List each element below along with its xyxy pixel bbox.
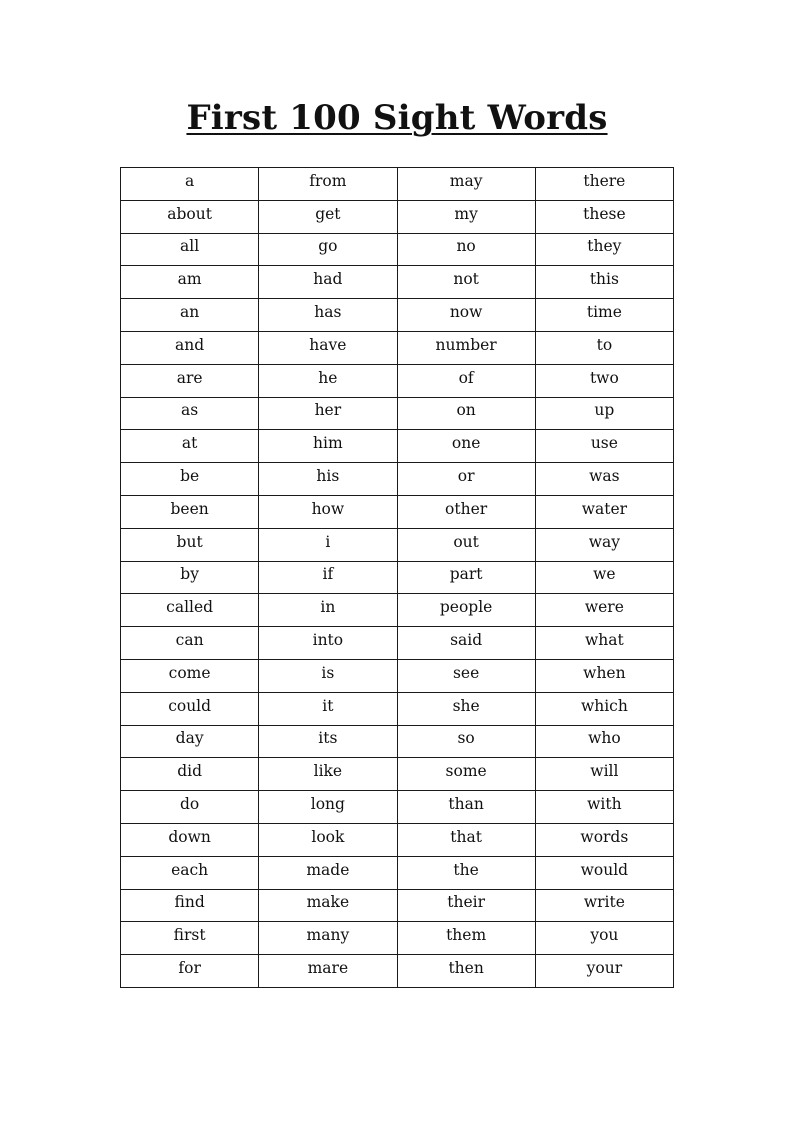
- word-cell: can: [121, 627, 259, 660]
- table-row: [121, 692, 674, 725]
- table-row: [121, 594, 674, 627]
- word-cell: time: [535, 299, 673, 332]
- word-cell: but: [121, 528, 259, 561]
- word-cell: as: [121, 397, 259, 430]
- word-cell: my: [397, 200, 535, 233]
- table-row: [121, 725, 674, 758]
- table-row: [121, 233, 674, 266]
- word-cell: in: [259, 594, 397, 627]
- word-cell: his: [259, 463, 397, 496]
- table-row: [121, 266, 674, 299]
- word-cell: go: [259, 233, 397, 266]
- word-cell: he: [259, 364, 397, 397]
- word-cell: made: [259, 856, 397, 889]
- word-cell: am: [121, 266, 259, 299]
- table-row: [121, 397, 674, 430]
- word-cell: other: [397, 495, 535, 528]
- word-cell: when: [535, 659, 673, 692]
- word-cell: come: [121, 659, 259, 692]
- word-cell: see: [397, 659, 535, 692]
- table-row: [121, 627, 674, 660]
- word-cell: down: [121, 823, 259, 856]
- word-cell: their: [397, 889, 535, 922]
- word-cell: like: [259, 758, 397, 791]
- word-cell: now: [397, 299, 535, 332]
- word-cell: have: [259, 331, 397, 364]
- word-cell: they: [535, 233, 673, 266]
- word-cell: some: [397, 758, 535, 791]
- table-row: [121, 955, 674, 988]
- word-cell: which: [535, 692, 673, 725]
- word-cell: we: [535, 561, 673, 594]
- word-cell: a: [121, 168, 259, 201]
- word-cell: long: [259, 791, 397, 824]
- table-row: [121, 922, 674, 955]
- word-cell: by: [121, 561, 259, 594]
- word-cell: called: [121, 594, 259, 627]
- word-cell: this: [535, 266, 673, 299]
- word-cell: at: [121, 430, 259, 463]
- word-cell: the: [397, 856, 535, 889]
- word-cell: i: [259, 528, 397, 561]
- sight-words-table-body: [121, 168, 674, 988]
- word-cell: it: [259, 692, 397, 725]
- word-cell: her: [259, 397, 397, 430]
- word-cell: not: [397, 266, 535, 299]
- word-cell: people: [397, 594, 535, 627]
- word-cell: no: [397, 233, 535, 266]
- word-cell: so: [397, 725, 535, 758]
- word-cell: your: [535, 955, 673, 988]
- word-cell: him: [259, 430, 397, 463]
- word-cell: been: [121, 495, 259, 528]
- word-cell: them: [397, 922, 535, 955]
- word-cell: water: [535, 495, 673, 528]
- word-cell: what: [535, 627, 673, 660]
- table-row: [121, 889, 674, 922]
- word-cell: find: [121, 889, 259, 922]
- word-cell: words: [535, 823, 673, 856]
- word-cell: an: [121, 299, 259, 332]
- table-row: [121, 561, 674, 594]
- word-cell: about: [121, 200, 259, 233]
- word-cell: is: [259, 659, 397, 692]
- table-row: [121, 168, 674, 201]
- word-cell: with: [535, 791, 673, 824]
- word-cell: each: [121, 856, 259, 889]
- word-cell: or: [397, 463, 535, 496]
- word-cell: number: [397, 331, 535, 364]
- word-cell: may: [397, 168, 535, 201]
- table-row: [121, 364, 674, 397]
- table-row: [121, 463, 674, 496]
- word-cell: day: [121, 725, 259, 758]
- table-row: [121, 528, 674, 561]
- word-cell: use: [535, 430, 673, 463]
- word-cell: that: [397, 823, 535, 856]
- word-cell: there: [535, 168, 673, 201]
- table-row: [121, 331, 674, 364]
- word-cell: first: [121, 922, 259, 955]
- word-cell: than: [397, 791, 535, 824]
- word-cell: she: [397, 692, 535, 725]
- word-cell: on: [397, 397, 535, 430]
- sight-words-table: [120, 167, 674, 988]
- word-cell: two: [535, 364, 673, 397]
- word-cell: were: [535, 594, 673, 627]
- word-cell: has: [259, 299, 397, 332]
- word-cell: all: [121, 233, 259, 266]
- word-cell: of: [397, 364, 535, 397]
- word-cell: make: [259, 889, 397, 922]
- word-cell: could: [121, 692, 259, 725]
- word-cell: from: [259, 168, 397, 201]
- word-cell: do: [121, 791, 259, 824]
- word-cell: its: [259, 725, 397, 758]
- word-cell: said: [397, 627, 535, 660]
- table-row: [121, 856, 674, 889]
- word-cell: out: [397, 528, 535, 561]
- table-row: [121, 659, 674, 692]
- word-cell: to: [535, 331, 673, 364]
- word-cell: who: [535, 725, 673, 758]
- table-row: [121, 299, 674, 332]
- table-row: [121, 823, 674, 856]
- word-cell: look: [259, 823, 397, 856]
- table-row: [121, 758, 674, 791]
- table-row: [121, 495, 674, 528]
- word-cell: for: [121, 955, 259, 988]
- word-cell: would: [535, 856, 673, 889]
- word-cell: how: [259, 495, 397, 528]
- word-cell: part: [397, 561, 535, 594]
- word-cell: did: [121, 758, 259, 791]
- word-cell: was: [535, 463, 673, 496]
- word-cell: one: [397, 430, 535, 463]
- word-cell: get: [259, 200, 397, 233]
- word-cell: you: [535, 922, 673, 955]
- word-cell: will: [535, 758, 673, 791]
- word-cell: up: [535, 397, 673, 430]
- table-row: [121, 200, 674, 233]
- word-cell: into: [259, 627, 397, 660]
- word-cell: had: [259, 266, 397, 299]
- word-cell: write: [535, 889, 673, 922]
- table-row: [121, 791, 674, 824]
- word-cell: these: [535, 200, 673, 233]
- word-cell: way: [535, 528, 673, 561]
- word-cell: many: [259, 922, 397, 955]
- table-row: [121, 430, 674, 463]
- word-cell: are: [121, 364, 259, 397]
- word-cell: mare: [259, 955, 397, 988]
- word-cell: be: [121, 463, 259, 496]
- word-cell: if: [259, 561, 397, 594]
- page-title: First 100 Sight Words: [186, 98, 608, 138]
- word-cell: then: [397, 955, 535, 988]
- word-cell: and: [121, 331, 259, 364]
